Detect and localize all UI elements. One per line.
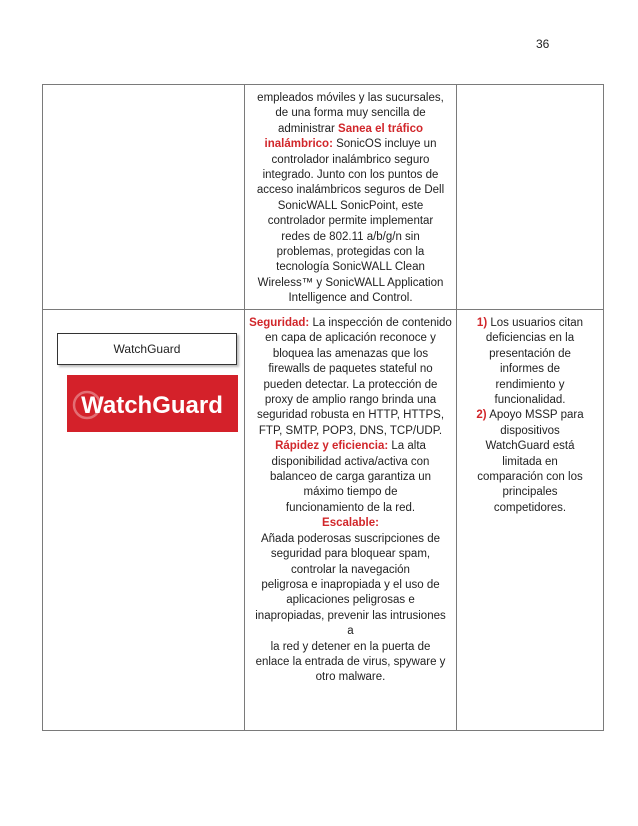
text-line: redes de 802.11 a/b/g/n sin [281,230,420,243]
text-line: acceso inalámbricos seguros de Dell [256,184,445,197]
text-line: Intelligence and Control. [288,292,413,305]
section-heading: Sanea el tráfico inalámbrico: [264,122,424,151]
table-row [43,310,604,731]
table-row [43,85,604,310]
text-line: aplicaciones peligrosas e [286,594,415,607]
text-line: comparación con los [477,471,583,484]
section-heading: Rápidez y eficiencia: [275,440,389,453]
text-line: peligrosa e inapropiada y el uso de [261,578,440,591]
vendor-cell [43,310,245,731]
text-line: presentación de [489,347,571,360]
text-line: balanceo de carga garantiza un [269,471,432,484]
vendor-cell-empty [43,85,245,310]
text-line: La inspección de contenido [312,317,452,329]
section-heading: Escalable: [322,517,379,530]
text-line: firewalls de paquetes stateful no [268,363,433,376]
list-number: 2) [476,409,487,422]
text-line: La alta [391,440,426,453]
vendor-name-box [57,333,237,365]
section-heading: Seguridad: [249,317,310,329]
text-line: rendimiento y [495,378,565,391]
weaknesses-text [457,310,603,516]
text-line: pueden detectar. La protección de [263,378,438,391]
text-line: enlace la entrada de virus, spyware y [255,655,446,668]
text-line: seguridad robusta en HTTP, HTTPS, [256,409,445,422]
text-line: controlar la navegación [291,563,410,576]
text-line: SonicWALL SonicPoint, este [277,199,424,212]
text-line: empleados móviles y las sucursales, [257,92,444,104]
text-line: dispositivos [500,424,560,437]
text-line: a [347,625,354,638]
text-line: otro malware. [315,671,386,684]
features-text [245,85,456,307]
watchguard-logo [67,375,238,432]
list-number: 1) [476,317,488,329]
page-number: 36 [536,37,550,51]
text-line: WatchGuard está [485,440,575,453]
text-line: disponibilidad activa/activa con [271,455,430,468]
weaknesses-cell-empty [457,85,604,310]
text-line: funcionamiento de la red. [285,501,416,514]
text-line: máximo tiempo de [303,486,398,499]
features-text [245,310,456,686]
features-cell [245,310,457,731]
text-line: inapropiadas, prevenir las intrusiones [255,609,446,622]
comparison-table [42,84,604,731]
text-line: en capa de aplicación reconoce y [265,332,436,345]
text-line: FTP, SMTP, POP3, DNS, TCP/UDP. [258,424,443,437]
text-line: Añada poderosas suscripciones de [260,532,440,545]
text-line: de una forma muy sencilla de [275,107,426,120]
text-line: seguridad para bloquear spam, [270,548,431,561]
text-line: la red y detener en la puerta de [270,640,431,653]
text-line: problemas, protegidas con la [276,246,425,259]
text-line: competidores. [493,501,567,514]
logo-text: WatchGuard [81,392,223,419]
text-line: integrado. Junto con los puntos de [262,169,439,182]
text-line: principales [502,486,558,499]
text-line: funcionalidad. [494,394,566,407]
text-line: Los usuarios citan [490,317,584,329]
text-line: SonicOS incluye un [336,138,437,151]
features-cell [245,85,457,310]
text-line: tecnología SonicWALL Clean [276,261,425,274]
vendor-name: WatchGuard [113,342,181,356]
weaknesses-cell [457,310,604,731]
text-line: informes de [499,363,561,376]
text-line: limitada en [502,455,558,468]
text-line: proxy de amplio rango brinda una [264,394,437,407]
text-line: deficiencias en la [485,332,575,345]
text-line: Wireless™ y SonicWALL Application [257,276,444,289]
text-line: controlador permite implementar [267,215,434,228]
text-line: Apoyo MSSP para [489,409,584,422]
text-line: administrar [277,122,335,135]
text-line: controlador inalámbrico seguro [271,153,430,166]
text-line: bloquea las amenazas que los [272,347,429,360]
watchguard-logo-graphic [67,375,238,432]
